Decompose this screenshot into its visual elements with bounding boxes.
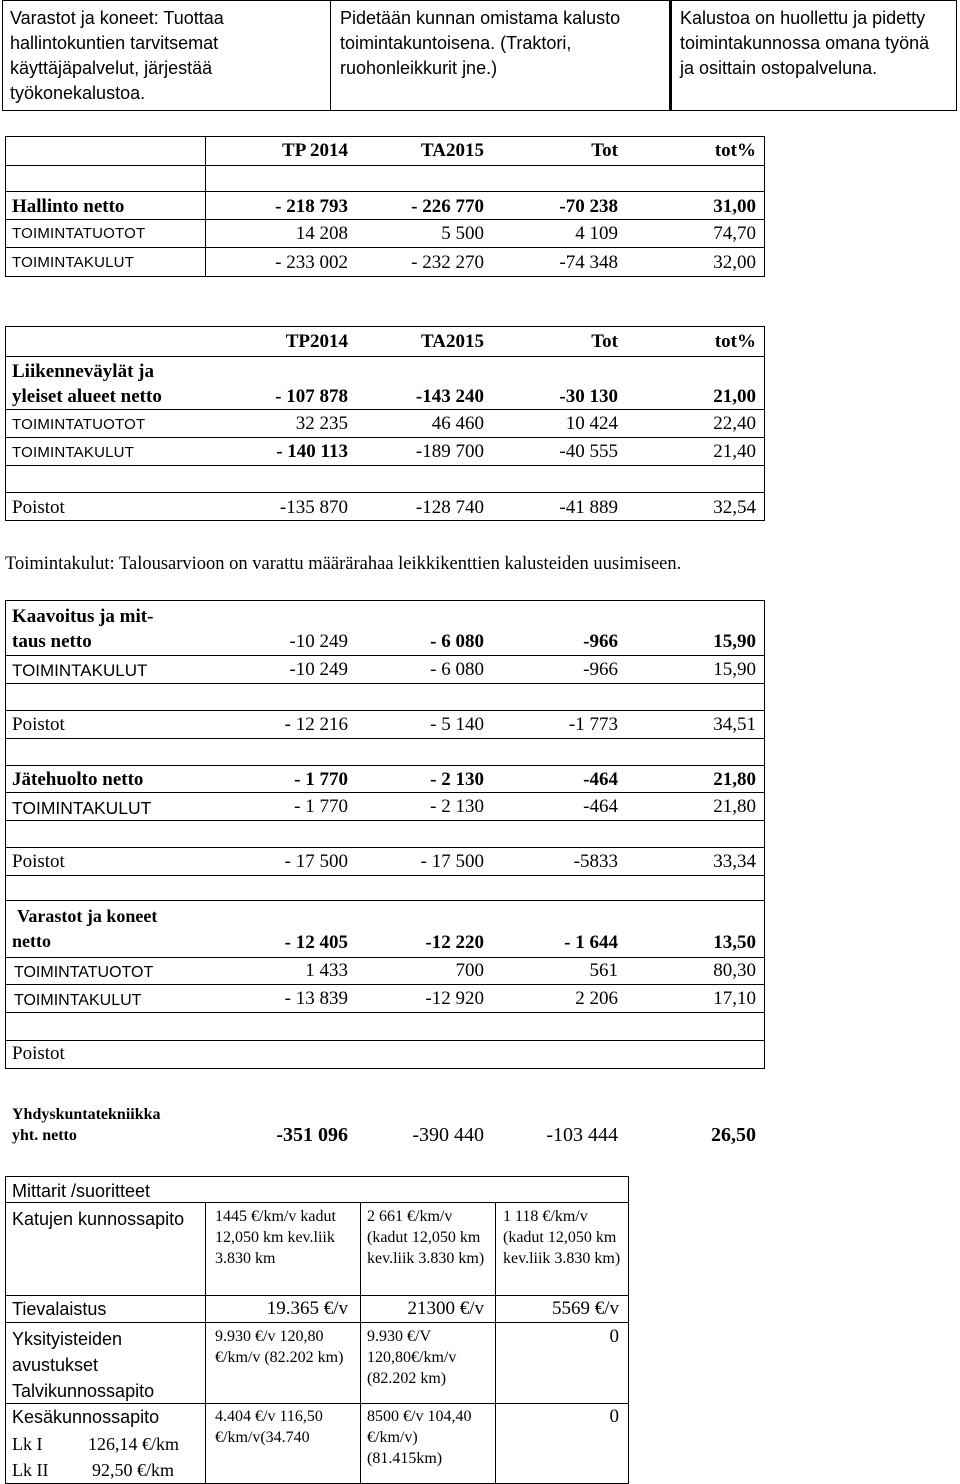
t3-cell: - 17 500 — [420, 851, 484, 872]
t2-cell: 10 424 — [565, 413, 618, 434]
t2-cell: 21,00 — [713, 386, 756, 407]
t1-header-totpct: tot% — [714, 140, 756, 161]
t3-cell: - 5 140 — [430, 714, 484, 735]
t3-row-label: TOIMINTAKULUT — [12, 661, 148, 680]
t1-cell: -74 348 — [559, 252, 618, 273]
t1-cell: - 218 793 — [275, 196, 348, 217]
t3-row-label: Poistot — [12, 1043, 65, 1064]
kaavoitus-title-line1: Kaavoitus ja mit- — [12, 606, 154, 627]
varasto-title-line1: Varastot ja koneet — [17, 906, 158, 926]
t3-cell: - 6 080 — [430, 659, 484, 680]
t3-row-label: Jätehuolto netto — [12, 769, 144, 790]
t2-cell: 32 235 — [295, 413, 348, 434]
t1-header-tot: Tot — [591, 140, 618, 161]
t1-row-label: TOIMINTATUOTOT — [12, 225, 146, 242]
t3-cell: - 13 839 — [284, 988, 348, 1009]
lk2-value: 92,50 €/km — [92, 1460, 175, 1480]
t2-cell: 32,54 — [713, 497, 756, 518]
t2-row-label: TOIMINTATUOTOT — [12, 416, 146, 433]
tieva-tp: 19.365 €/v — [266, 1298, 348, 1319]
yks-tot: 0 — [609, 1326, 619, 1347]
t3-row-label: TOIMINTAKULUT — [12, 798, 152, 818]
t2-cell: - 107 878 — [275, 386, 348, 407]
t3-cell: 80,30 — [713, 960, 756, 981]
t3-cell: 17,10 — [713, 988, 756, 1009]
t3-cell: -966 — [583, 631, 618, 652]
t3-cell: 26,50 — [711, 1124, 756, 1146]
t2-row-label: TOIMINTAKULUT — [12, 444, 135, 461]
t1-header-tp2014: TP 2014 — [282, 140, 348, 161]
t1-cell: - 226 770 — [411, 196, 484, 217]
top-col1-text: Varastot ja koneet: Tuottaa hallintokuntien tarvitsemat käyttäjäpalvelut, järjestää työkonekalustoa. — [10, 8, 224, 103]
t3-cell: 33,34 — [713, 851, 756, 872]
t2-title-line2: yleiset alueet netto — [12, 386, 162, 407]
kesa-ta: 8500 €/v 104,40 €/km/v) (81.415km) — [367, 1408, 472, 1467]
t2-cell: -128 740 — [415, 497, 484, 518]
t3-row-label: Poistot — [12, 714, 65, 735]
t3-cell: 21,80 — [713, 796, 756, 817]
varasto-title-line2: netto — [12, 931, 51, 951]
yksityisteiden-label: Yksityisteiden avustukset Talvikunnossapito — [12, 1329, 155, 1401]
t2-cell: 22,40 — [713, 413, 756, 434]
katujen-tot: 1 118 €/km/v (kadut 12,050 km kev.liik 3.830 km) — [503, 1208, 621, 1267]
t3-cell: -390 440 — [412, 1124, 484, 1146]
yks-ta: 9.930 €/V 120,80€/km/v (82.202 km) — [367, 1328, 457, 1387]
t3-cell: -103 444 — [546, 1124, 618, 1146]
t2-cell: -40 555 — [559, 441, 618, 462]
t2-poistot-label: Poistot — [12, 497, 65, 518]
t2-cell: -41 889 — [559, 497, 618, 518]
t3-cell: 700 — [455, 960, 484, 981]
t3-cell: -12 220 — [425, 932, 484, 953]
top-col3-text: Kalustoa on huollettu ja pidetty toimintakunnossa omana työnä ja osittain ostopalveluna. — [680, 8, 930, 78]
t1-cell: - 233 002 — [275, 252, 348, 273]
t3-row-label: Poistot — [12, 851, 65, 872]
lk2-label: Lk II — [12, 1460, 49, 1480]
yht-title-line2: yht. netto — [12, 1127, 77, 1144]
katujen-ta: 2 661 €/km/v (kadut 12,050 km kev.liik 3.830 km) — [367, 1208, 485, 1267]
t3-cell: 1 433 — [305, 960, 348, 981]
t3-cell: - 12 405 — [284, 932, 348, 953]
t2-cell: -189 700 — [415, 441, 484, 462]
t3-cell: 13,50 — [713, 932, 756, 953]
t3-cell: -12 920 — [425, 988, 484, 1009]
tieva-ta: 21300 €/v — [407, 1298, 484, 1319]
kesa-tot: 0 — [609, 1406, 619, 1427]
t1-cell: - 232 270 — [411, 252, 484, 273]
t3-cell: 15,90 — [713, 631, 756, 652]
t3-row-label: TOIMINTAKULUT — [14, 992, 142, 1009]
t2-cell: -30 130 — [559, 386, 618, 407]
katujen-label: Katujen kunnossapito — [12, 1209, 185, 1229]
t3-cell: - 1 770 — [294, 796, 348, 817]
t3-cell: -1 773 — [568, 714, 618, 735]
t1-row-label: TOIMINTAKULUT — [12, 254, 135, 271]
tieva-tot: 5569 €/v — [551, 1298, 619, 1319]
kesa-tp: 4.404 €/v 116,50 €/km/v(34.740 — [215, 1408, 323, 1446]
t3-cell: 2 206 — [575, 988, 618, 1009]
t2-header-totpct: tot% — [714, 331, 756, 352]
t3-cell: - 2 130 — [430, 796, 484, 817]
t2-header-tp2014: TP2014 — [285, 331, 348, 352]
t3-cell: -464 — [583, 769, 618, 790]
t2-cell: -143 240 — [415, 386, 484, 407]
lk1-label: Lk I — [12, 1434, 43, 1454]
t3-row-label: TOIMINTATUOTOT — [14, 964, 154, 981]
t1-cell: 14 208 — [295, 223, 348, 244]
t3-cell: 561 — [589, 960, 618, 981]
t3-cell: -10 249 — [289, 659, 348, 680]
katujen-tp: 1445 €/km/v kadut 12,050 km kev.liik 3.830 km — [215, 1208, 336, 1267]
t1-header-ta2015: TA2015 — [421, 140, 484, 161]
t3-cell: 21,80 — [713, 769, 756, 790]
t3-cell: 15,90 — [713, 659, 756, 680]
mittarit-title: Mittarit /suoritteet — [12, 1181, 151, 1201]
t3-cell: -351 096 — [276, 1124, 348, 1146]
t1-row-label: Hallinto netto — [12, 196, 125, 217]
t3-cell: - 12 216 — [284, 714, 348, 735]
note-text: Toimintakulut: Talousarvioon on varattu määrärahaa leikkikenttien kalusteiden uusimiseen. — [5, 554, 682, 574]
t1-cell: 31,00 — [713, 196, 756, 217]
t2-cell: - 140 113 — [276, 441, 348, 462]
t3-cell: - 17 500 — [284, 851, 348, 872]
t1-cell: -70 238 — [559, 196, 618, 217]
t3-cell: - 1 644 — [564, 932, 618, 953]
lk1-value: 126,14 €/km — [88, 1434, 180, 1454]
t1-cell: 5 500 — [441, 223, 484, 244]
kesakunnossapito-label: Kesäkunnossapito — [12, 1407, 160, 1427]
t2-title-line1: Liikenneväylät ja — [12, 361, 154, 382]
yht-title-line1: Yhdyskuntatekniikka — [12, 1106, 161, 1123]
t2-header-tot: Tot — [591, 331, 618, 352]
t3-cell: -5833 — [573, 851, 618, 872]
t1-cell: 32,00 — [713, 252, 756, 273]
t3-cell: - 6 080 — [430, 631, 484, 652]
top-col2-text: Pidetään kunnan omistama kalusto toimintakuntoisena. (Traktori, ruohonleikkurit jne.) — [340, 8, 621, 78]
tievalaistus-label: Tievalaistus — [12, 1299, 107, 1319]
t2-cell: -135 870 — [279, 497, 348, 518]
t2-cell: 21,40 — [713, 441, 756, 462]
t3-cell: -10 249 — [289, 631, 348, 652]
yks-tp: 9.930 €/v 120,80 €/km/v (82.202 km) — [215, 1328, 344, 1366]
t2-header-ta2015: TA2015 — [421, 331, 484, 352]
t3-cell: - 2 130 — [430, 769, 484, 790]
t3-cell: 34,51 — [713, 714, 756, 735]
t3-cell: -966 — [583, 659, 618, 680]
t1-cell: 4 109 — [575, 223, 618, 244]
t1-cell: 74,70 — [713, 223, 756, 244]
kaavoitus-title-line2: taus netto — [12, 631, 92, 652]
t3-cell: - 1 770 — [294, 769, 348, 790]
t3-cell: -464 — [583, 796, 618, 817]
t2-cell: 46 460 — [431, 413, 484, 434]
